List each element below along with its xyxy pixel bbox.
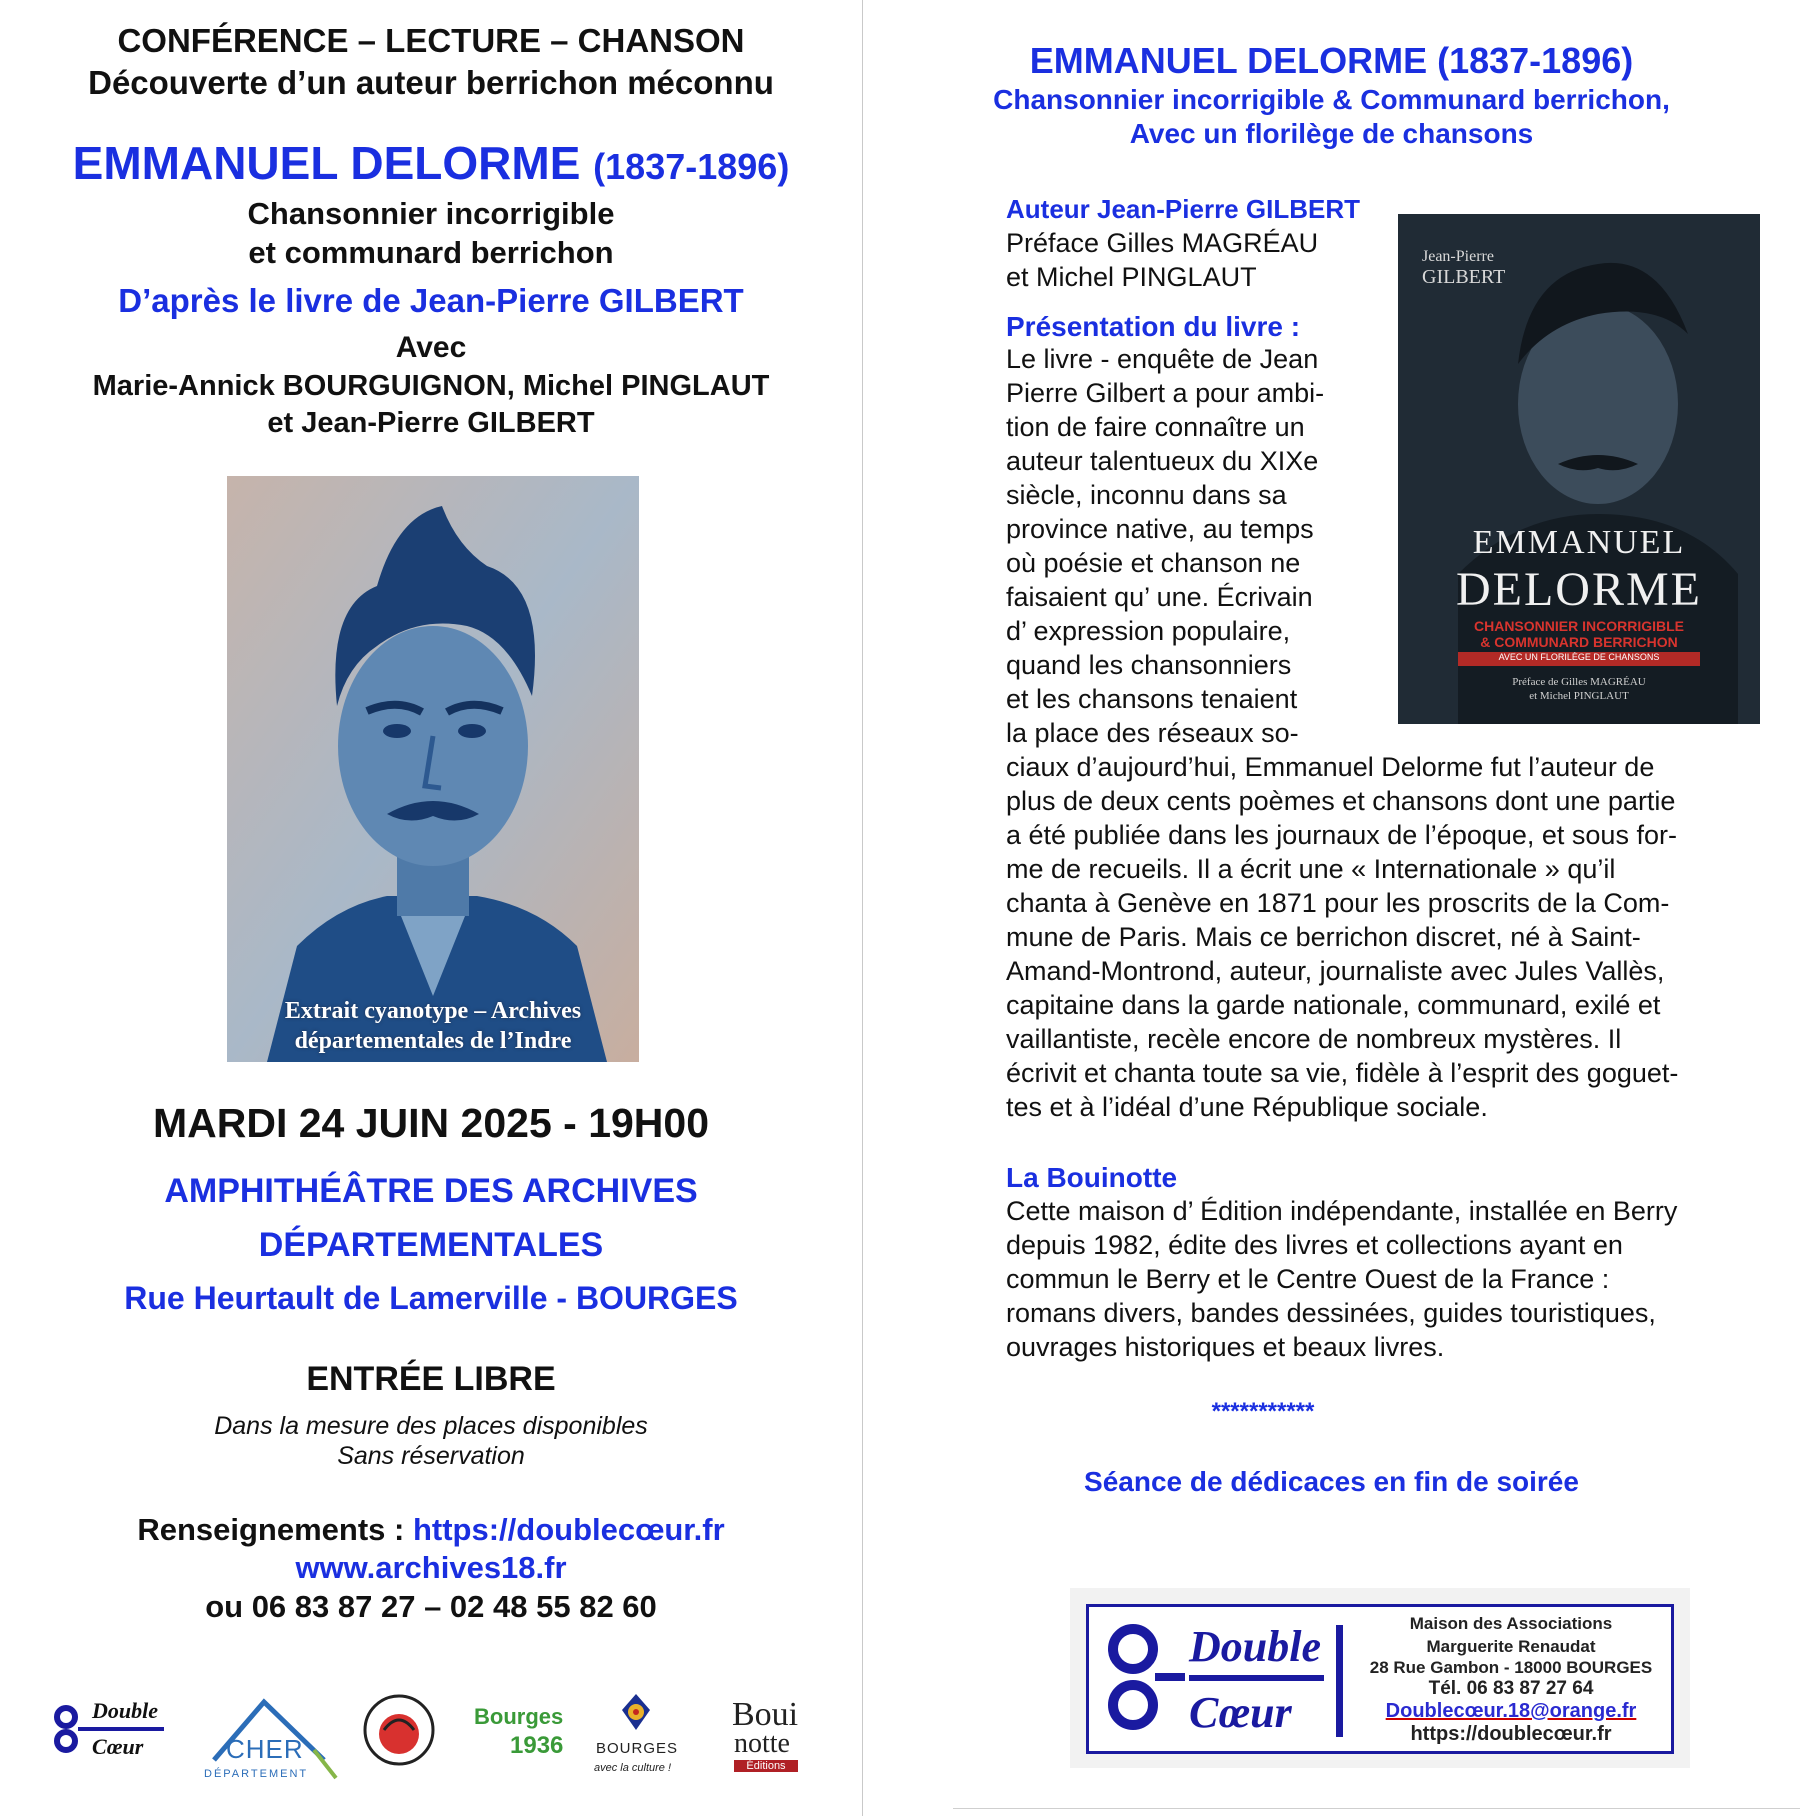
stamp-line-2: Marguerite Renaudat xyxy=(1426,1637,1596,1656)
cover-preface-line-1: Préface de Gilles MAGRÉAU xyxy=(1512,676,1646,688)
stamp-email-link[interactable]: Doublecœur.18@orange.fr xyxy=(1385,1700,1637,1722)
info-phone: ou 06 83 87 27 – 02 48 55 82 60 xyxy=(205,1589,657,1624)
venue-street: Rue Heurtault de Lamerville - BOURGES xyxy=(124,1280,738,1316)
presentation-line: Le livre - enquête de Jean xyxy=(1006,344,1319,374)
stamp-line-3: 28 Rue Gambon - 18000 BOURGES xyxy=(1369,1658,1653,1677)
presentation-line: tion de faire connaître un xyxy=(1006,412,1305,442)
conditions-line-2: Sans réservation xyxy=(337,1442,525,1470)
cover-band-line-2: & COMMUNARD BERRICHON xyxy=(1480,634,1678,650)
bouinotte-logo xyxy=(730,1690,810,1790)
presentation-line: siècle, inconnu dans sa xyxy=(1006,480,1287,510)
stamp-line-4: Tél. 06 83 87 27 64 xyxy=(1428,1678,1594,1699)
stamp-underline xyxy=(1189,1675,1324,1681)
portrait-photo xyxy=(227,476,639,1062)
venue-line-1: AMPHITHÉÂTRE DES ARCHIVES xyxy=(164,1172,698,1210)
presentation-line: écrivit et chanta toute sa vie, fidèle à l’esprit des goguet- xyxy=(1006,1058,1679,1088)
after-book-line: D’après le livre de Jean-Pierre GILBERT xyxy=(118,282,744,319)
chanson-circle-icon xyxy=(362,1690,436,1770)
portrait-caption xyxy=(227,996,639,1056)
portrait-caption-line-2: départementales de l’Indre xyxy=(294,1028,572,1054)
sponsor-logos xyxy=(0,1690,862,1790)
presentation-line: province native, au temps xyxy=(1006,514,1314,544)
chanson-circle-logo xyxy=(362,1690,436,1790)
presentation-line: a été publiée dans les journaux de l’époque, et sous for- xyxy=(1006,820,1677,850)
left-panel xyxy=(0,0,862,1816)
presentation-line: la place des réseaux so- xyxy=(1006,718,1299,748)
presentation-line: Pierre Gilbert a pour ambi- xyxy=(1006,378,1325,408)
bouinotte-logo-text-b: notte xyxy=(734,1728,790,1759)
event-date: MARDI 24 JUIN 2025 - 19H00 xyxy=(152,1100,710,1146)
double-coeur-logo xyxy=(52,1690,168,1790)
info-link-archives[interactable]: www.archives18.fr xyxy=(295,1550,567,1585)
presentation-line: d’ expression populaire, xyxy=(1006,616,1291,646)
stamp-brand-b: Cœur xyxy=(1189,1688,1292,1737)
author-years: (1837-1896) xyxy=(593,146,790,187)
info-line xyxy=(0,1512,862,1548)
entry-free: ENTRÉE LIBRE xyxy=(306,1360,556,1398)
presentation-line: capitaine dans la garde nationale, communard, exilé et xyxy=(1006,990,1661,1020)
presentation-line: vaillantiste, recèle encore de nombreux mystères. Il xyxy=(1006,1024,1622,1054)
double-coeur-logo-text-a: Double xyxy=(92,1698,158,1723)
bourges-culture-logo xyxy=(590,1690,682,1790)
double-coeur-stamp xyxy=(1070,1588,1690,1768)
cher-departement-logo xyxy=(204,1690,344,1790)
bourges-culture-text-a: BOURGES xyxy=(596,1740,679,1757)
portrait-illustration xyxy=(227,476,639,1062)
bourges-green-logo xyxy=(470,1690,570,1790)
bourges-green-logo-text-b: 1936 xyxy=(510,1732,564,1759)
presentation-line: auteur talentueux du XIXe xyxy=(1006,446,1319,476)
cher-logo-text: CHER xyxy=(226,1734,304,1764)
presentation-line: quand les chansonniers xyxy=(1006,650,1292,680)
presentation-line: chanta à Genève en 1871 pour les proscrits de la Com- xyxy=(1006,888,1670,918)
subtitle-line-2: et communard berrichon xyxy=(248,235,614,270)
publisher-title: La Bouinotte xyxy=(1006,1162,1178,1193)
double-coeur-logo-text-b: Cœur xyxy=(92,1734,144,1759)
presentation-line: plus de deux cents poèmes et chansons dont une partie xyxy=(1006,786,1676,816)
bottom-rule xyxy=(953,1808,1800,1809)
cover-author-first: Jean-Pierre xyxy=(1422,248,1494,265)
publisher-line: commun le Berry et le Centre Ouest de la France : xyxy=(1006,1264,1610,1294)
book-preface-line-2: et Michel PINGLAUT xyxy=(1006,262,1257,292)
right-panel xyxy=(863,0,1800,1816)
presentation-line: ciaux d’aujourd’hui, Emmanuel Delorme fut l’auteur de xyxy=(1006,752,1655,782)
stamp-divider xyxy=(1336,1625,1343,1737)
publisher-line: Cette maison d’ Édition indépendante, installée en Berry xyxy=(1006,1196,1678,1226)
dedication-notice: Séance de dédicaces en fin de soirée xyxy=(1084,1466,1579,1497)
info-label: Renseignements : xyxy=(137,1512,405,1547)
right-name-title: EMMANUEL DELORME (1837-1896) xyxy=(1029,40,1634,81)
cover-author-last: GILBERT xyxy=(1422,266,1506,288)
participants-line-1: Marie-Annick BOURGUIGNON, Michel PINGLAUT xyxy=(92,370,770,402)
right-subtitle-line-1: Chansonnier incorrigible & Communard berrichon, xyxy=(993,84,1670,115)
portrait-caption-line-1: Extrait cyanotype – Archives xyxy=(284,998,582,1024)
venue-line-2: DÉPARTEMENTALES xyxy=(258,1226,604,1264)
book-author: Auteur Jean-Pierre GILBERT xyxy=(1006,194,1360,224)
participants-line-2: et Jean-Pierre GILBERT xyxy=(267,407,595,439)
presentation-line: faisaient qu’ une. Écrivain xyxy=(1006,582,1313,612)
publisher-line: depuis 1982, édite des livres et collections ayant en xyxy=(1006,1230,1623,1260)
cover-band-line-3: AVEC UN FLORILÈGE DE CHANSONS xyxy=(1498,652,1660,662)
presentation-line: me de recueils. Il a écrit une « Internationale » qu’il xyxy=(1006,854,1616,884)
publisher-line: romans divers, bandes dessinées, guides touristiques, xyxy=(1006,1298,1656,1328)
bourges-culture-icon xyxy=(590,1690,682,1740)
right-subtitle-line-2: Avec un florilège de chansons xyxy=(1129,118,1534,149)
bouinotte-logo-text-c: Éditions xyxy=(734,1760,798,1772)
presentation-line: où poésie et chanson ne xyxy=(1006,548,1301,578)
bourges-culture-text-b: avec la culture ! xyxy=(594,1762,672,1774)
presentation-title: Présentation du livre : xyxy=(1006,311,1301,342)
stamp-line-1: Maison des Associations xyxy=(1409,1614,1613,1633)
cover-band-line-1: CHANSONNIER INCORRIGIBLE xyxy=(1473,618,1684,634)
cher-logo-sub: DÉPARTEMENT xyxy=(204,1768,309,1780)
book-cover xyxy=(1398,214,1760,724)
info-link-doublecoeur[interactable]: https://doublecœur.fr xyxy=(412,1512,725,1547)
cover-title-line-2: DELORME xyxy=(1456,563,1702,616)
separator-stars: *********** xyxy=(1211,1398,1315,1425)
stamp-brand-a: Double xyxy=(1189,1622,1321,1671)
author-name-title xyxy=(0,136,862,190)
bourges-green-logo-text-a: Bourges xyxy=(474,1704,564,1729)
presentation-line: et les chansons tenaient xyxy=(1006,684,1298,714)
stamp-url-link[interactable]: https://doublecœur.fr xyxy=(1410,1723,1612,1745)
conditions-line-1: Dans la mesure des places disponibles xyxy=(214,1412,648,1440)
cover-preface-line-2: et Michel PINGLAUT xyxy=(1529,690,1629,702)
heading-line-1: CONFÉRENCE – LECTURE – CHANSON xyxy=(117,22,745,59)
bouinotte-logo-text-a: Boui xyxy=(732,1696,799,1733)
avec-label: Avec xyxy=(395,331,467,364)
cover-title-line-1: EMMANUEL xyxy=(1472,524,1686,561)
author-name: EMMANUEL DELORME xyxy=(72,137,581,189)
book-preface-line-1: Préface Gilles MAGRÉAU xyxy=(1006,228,1319,258)
presentation-line: tes et à l’idéal d’une République sociale. xyxy=(1006,1092,1488,1122)
subtitle-line-1: Chansonnier incorrigible xyxy=(247,196,615,231)
stamp-heart-icon xyxy=(1095,1607,1185,1757)
heading-line-2: Découverte d’un auteur berrichon méconnu xyxy=(88,64,774,101)
presentation-line: Amand-Montrond, auteur, journaliste avec Jules Vallès, xyxy=(1006,956,1665,986)
publisher-line: ouvrages historiques et beaux livres. xyxy=(1006,1332,1445,1362)
stamp-frame xyxy=(1086,1604,1674,1754)
presentation-line: mune de Paris. Mais ce berrichon discret, né à Saint- xyxy=(1006,922,1641,952)
